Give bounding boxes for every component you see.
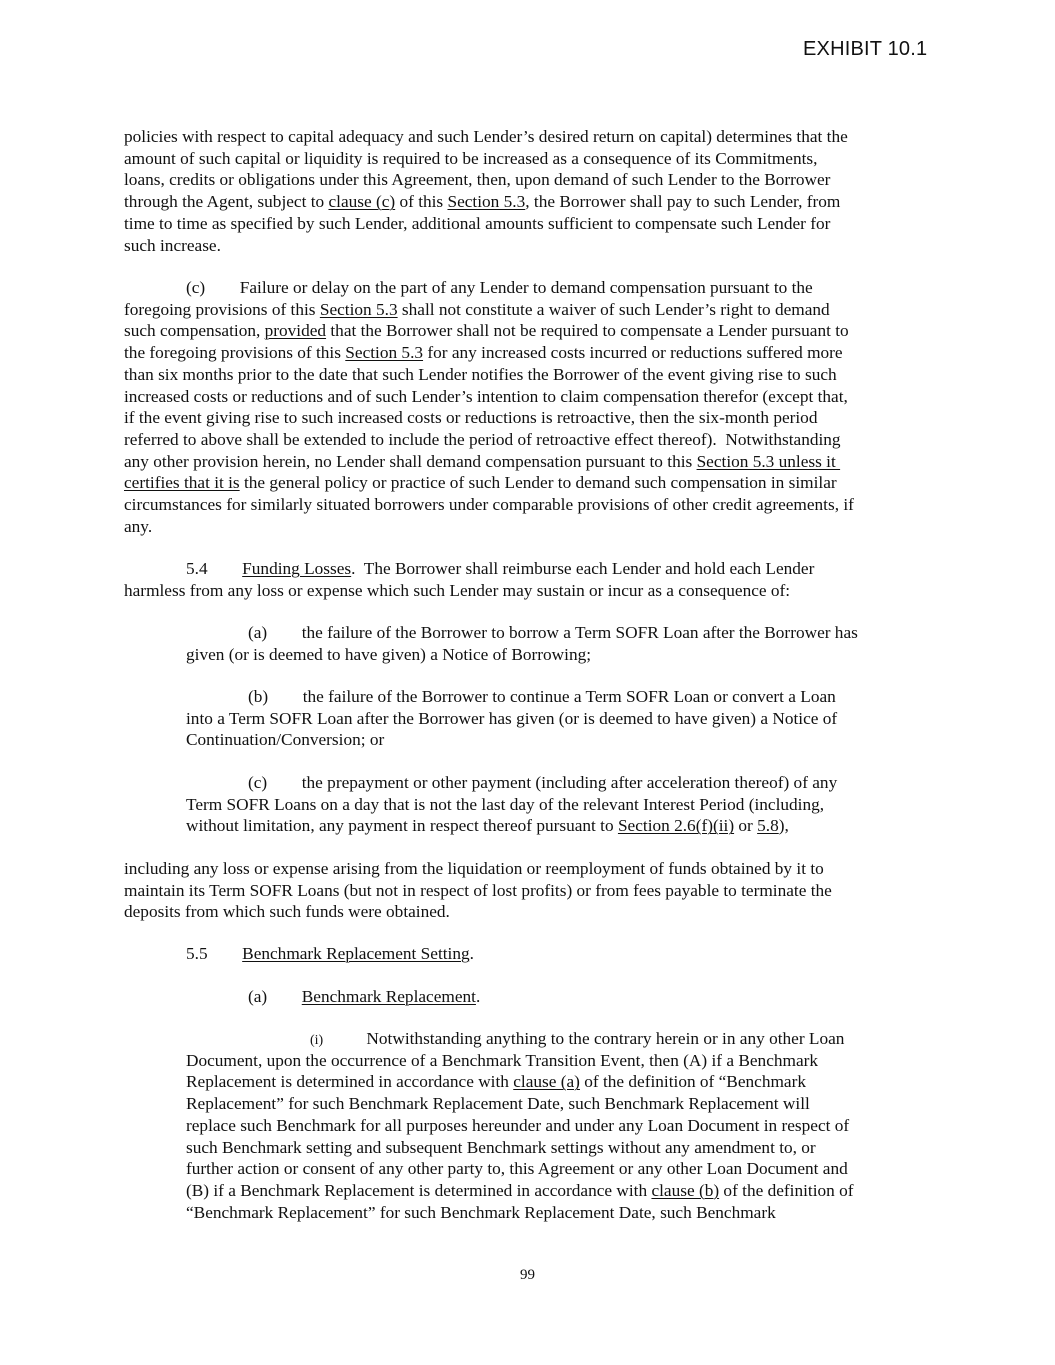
- text-line: [248, 686, 836, 708]
- text-line: [124, 472, 837, 494]
- text-segment: (a): [248, 987, 302, 1006]
- text-line: [124, 169, 830, 191]
- text-line: [124, 516, 152, 538]
- text-segment: into a Term SOFR Loan after the Borrower has given (or is deemed to have given) a Notice of: [186, 708, 838, 728]
- text-line: [124, 148, 817, 170]
- text-segment: the foregoing provisions of this: [124, 343, 346, 363]
- text-segment: 5.4: [186, 559, 243, 578]
- cross-reference-link: Section 5.3: [319, 299, 398, 319]
- text-segment: (b) the failure of the Borrower to continue a Term SOFR Loan or convert a Loan: [248, 687, 836, 706]
- text-segment: the general policy or practice of such Lender to demand such compensation in similar: [239, 473, 837, 493]
- text-line: [186, 1115, 849, 1137]
- text-segment: Notwithstanding anything to the contrary herein or in any other Loan: [323, 1029, 845, 1048]
- cross-reference-link: 5.8: [757, 816, 779, 836]
- text-line: [124, 191, 840, 213]
- text-line: [124, 880, 832, 902]
- cross-reference-link: clause (b): [651, 1180, 720, 1200]
- text-segment: shall not constitute a waiver of such Lender’s right to demand: [397, 299, 830, 319]
- text-segment: .: [475, 987, 481, 1006]
- text-line: [124, 407, 817, 429]
- text-line: [124, 364, 837, 386]
- text-line: [186, 1050, 818, 1072]
- text-line: [186, 1202, 776, 1224]
- cross-reference-link: Benchmark Replacement: [301, 987, 476, 1006]
- text-segment: deposits from which such funds were obtained.: [124, 902, 450, 922]
- text-segment: without limitation, any payment in respect thereof pursuant to: [186, 816, 618, 836]
- text-segment: time to time as specified by such Lender, additional amounts sufficient to compensate such Lender for: [124, 213, 831, 233]
- text-segment: amount of such capital or liquidity is required to be increased as a consequence of its Commitments,: [124, 148, 818, 168]
- text-line: [186, 794, 824, 816]
- text-line: [124, 494, 854, 516]
- cross-reference-link: certifies that it is: [124, 473, 240, 493]
- text-segment: loans, credits or obligations under this Agreement, then, upon demand of such Lender to the Borrower: [124, 170, 831, 190]
- text-segment: or: [734, 816, 758, 836]
- text-segment: 5.5: [186, 944, 243, 963]
- text-segment: .: [469, 944, 474, 963]
- text-segment: such Benchmark setting and subsequent Benchmark settings without any amendment to, or: [186, 1137, 816, 1157]
- text-line: [186, 708, 837, 730]
- text-segment: Document, upon the occurrence of a Benchmark Transition Event, then (A) if a Benchmark: [186, 1050, 819, 1070]
- text-segment: of the definition of: [719, 1180, 854, 1200]
- text-segment: (c) the prepayment or other payment (including after acceleration thereof) of any: [248, 773, 838, 792]
- text-line: [124, 386, 848, 408]
- text-line: [248, 772, 837, 794]
- text-segment: any other provision herein, no Lender shall demand compensation pursuant to this: [124, 451, 697, 471]
- text-segment: (c) Failure or delay on the part of any Lender to demand compensation pursuant to the: [186, 278, 813, 297]
- text-segment: foregoing provisions of this: [124, 299, 320, 319]
- cross-reference-link: Benchmark Replacement Setting: [242, 944, 470, 963]
- text-segment: harmless from any loss or expense which such Lender may sustain or incur as a consequence of:: [124, 580, 791, 600]
- text-segment: circumstances for similarly situated borrowers under comparable provisions of other credit agreements, if: [124, 495, 854, 514]
- cross-reference-link: Section 2.6(f)(ii): [617, 816, 735, 836]
- text-line: [124, 580, 790, 602]
- text-segment: Replacement is determined in accordance with: [186, 1072, 514, 1092]
- text-segment: (i): [310, 1033, 324, 1048]
- text-segment: of this: [395, 192, 448, 212]
- text-segment: such increase.: [124, 235, 221, 255]
- text-segment: (B) if a Benchmark Replacement is determined in accordance with: [186, 1180, 652, 1200]
- exhibit-label: EXHIBIT 10.1: [803, 38, 928, 60]
- text-line: [124, 213, 830, 235]
- text-line: [186, 943, 474, 965]
- text-segment: that the Borrower shall not be required to compensate a Lender pursuant to: [326, 321, 849, 341]
- text-line: [124, 858, 824, 880]
- text-segment: Replacement” for such Benchmark Replacement Date, such Benchmark Replacement will: [186, 1094, 810, 1114]
- cross-reference-link: clause (a): [513, 1072, 580, 1092]
- text-line: [186, 729, 384, 751]
- text-segment: Term SOFR Loans on a day that is not the last day of the relevant Interest Period (including,: [186, 794, 825, 814]
- text-line: [124, 901, 450, 923]
- cross-reference-link: Section 5.3: [447, 192, 526, 212]
- text-segment: given (or is deemed to have given) a Notice of Borrowing;: [186, 644, 592, 664]
- text-line: [186, 1093, 810, 1115]
- page-number: 99: [520, 1267, 535, 1283]
- cross-reference-link: Funding Losses: [242, 559, 352, 578]
- cross-reference-link: Section 5.3: [345, 343, 424, 363]
- text-line: [186, 1137, 816, 1159]
- cross-reference-link: provided: [264, 321, 327, 341]
- text-segment: , the Borrower shall pay to such Lender, from: [525, 192, 841, 212]
- text-line: [186, 558, 814, 580]
- text-line: [248, 622, 858, 644]
- text-line: [186, 815, 789, 837]
- text-segment: ),: [778, 816, 789, 836]
- text-segment: including any loss or expense arising from the liquidation or reemployment of funds obtained by it to: [124, 859, 824, 878]
- text-segment: of the definition of “Benchmark: [579, 1072, 806, 1092]
- text-line: [186, 1071, 806, 1093]
- text-line: [124, 429, 841, 451]
- text-segment: than six months prior to the date that such Lender notifies the Borrower of the event giving rise to such: [124, 364, 837, 384]
- text-line: [124, 299, 830, 321]
- text-segment: through the Agent, subject to: [124, 192, 329, 212]
- text-segment: referred to above shall be extended to include the period of retroactive effect thereof). Notwithstanding: [124, 429, 841, 449]
- text-line: [124, 126, 848, 148]
- text-line: [248, 986, 480, 1008]
- text-line: [186, 1180, 854, 1202]
- text-segment: if the event giving rise to such increased costs or reductions is retroactive, then the six-month period: [124, 408, 818, 428]
- text-line: [124, 320, 849, 342]
- text-line: [186, 644, 591, 666]
- text-segment: policies with respect to capital adequacy and such Lender’s desired return on capital) determines that the: [124, 127, 848, 146]
- text-segment: maintain its Term SOFR Loans (but not in respect of lost profits) or from fees payable to terminate the: [124, 880, 832, 900]
- cross-reference-link: Section 5.3 unless it: [696, 451, 841, 471]
- text-segment: increased costs or reductions and of such Lender’s intention to claim compensation therefor (except that,: [124, 386, 848, 406]
- text-segment: for any increased costs incurred or reductions suffered more: [423, 343, 843, 363]
- text-segment: any.: [124, 516, 153, 536]
- text-line: [124, 342, 843, 364]
- text-segment: (a) the failure of the Borrower to borrow a Term SOFR Loan after the Borrower has: [248, 623, 858, 642]
- text-line: [124, 451, 840, 473]
- text-segment: such compensation,: [124, 321, 265, 341]
- text-segment: “Benchmark Replacement” for such Benchmark Replacement Date, such Benchmark: [186, 1202, 776, 1222]
- text-segment: Continuation/Conversion; or: [186, 730, 385, 750]
- text-line: [310, 1028, 844, 1052]
- text-segment: . The Borrower shall reimburse each Lender and hold each Lender: [351, 559, 815, 578]
- cross-reference-link: clause (c): [328, 192, 396, 212]
- text-line: [186, 277, 813, 299]
- text-segment: further action or consent of any other party to, this Agreement or any other Loan Document and: [186, 1159, 848, 1179]
- text-line: [124, 235, 221, 257]
- text-line: [186, 1158, 848, 1180]
- text-segment: replace such Benchmark for all purposes hereunder and under any Loan Document in respect of: [186, 1115, 850, 1135]
